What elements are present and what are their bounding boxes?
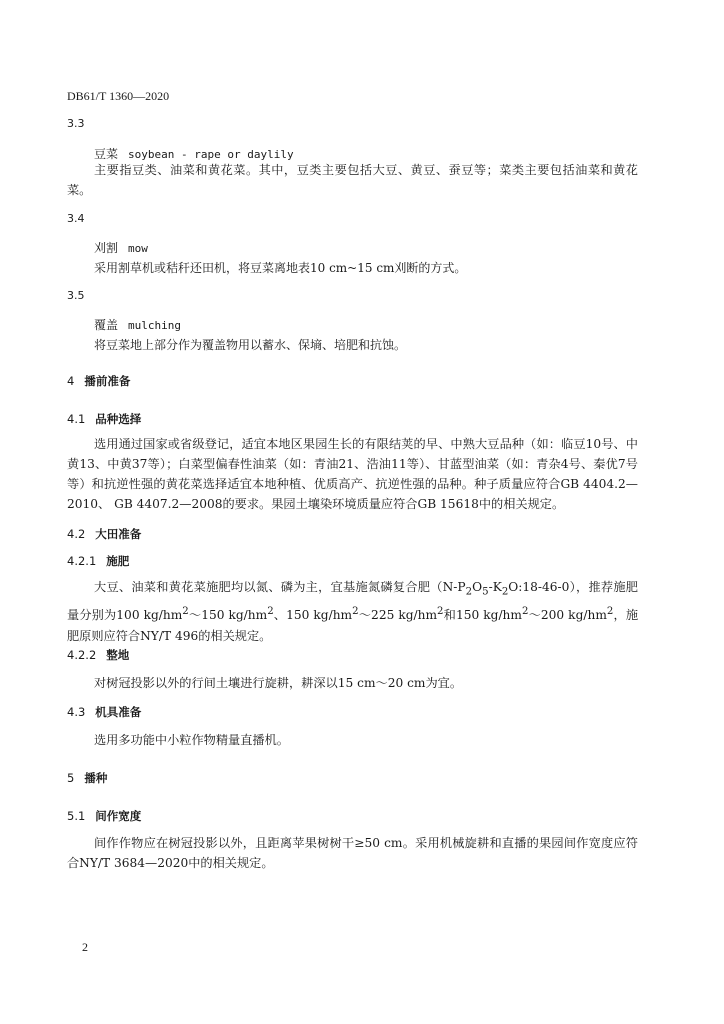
section-title: 播前准备 xyxy=(84,374,131,388)
page-number: 2 xyxy=(82,940,88,954)
section-body: 大豆、油菜和黄花菜施肥均以氮、磷为主，宜基施氮磷复合肥$(N-P_2O_5-K_2O:18-46-0)$，推荐施肥量分别为100 $kg/hm^2\sim 150$ $kg/hm^2$、150 $kg/hm^2\sim 225$ $kg/hm^2$和150 $kg/hm^2\sim 200$ $kg/hm^2$，施肥原则应符合NY/T 496的相关规定。 xyxy=(67,580,639,643)
term-heading xyxy=(94,316,181,333)
section-heading-4-3 xyxy=(67,704,141,720)
section-number: 4.1 xyxy=(67,412,86,426)
section-title: 机具准备 xyxy=(95,705,142,719)
section-heading-5-1 xyxy=(67,808,141,824)
section-title: 施肥 xyxy=(106,554,130,568)
term-english: mulching xyxy=(128,319,181,332)
term-definition: 主要指豆类、油菜和黄花菜。其中，豆类主要包括大豆、黄豆、蚕豆等；菜类主要包括油菜和黄花菜。 xyxy=(67,163,638,197)
section-number: 4.2.2 xyxy=(67,648,97,662)
section-heading-4-2-1 xyxy=(67,553,129,569)
term-chinese: 豆菜 xyxy=(94,147,119,161)
section-heading-4-2 xyxy=(67,526,141,542)
section-title: 大田准备 xyxy=(95,527,142,541)
term-number: 3.4 xyxy=(67,212,85,225)
section-body: 对树冠投影以外的行间土壤进行旋耕，耕深以15 cm～20 cm为宜。 xyxy=(94,676,463,690)
section-body: 选用多功能中小粒作物精量直播机。 xyxy=(94,733,289,747)
section-number: 4.2 xyxy=(67,527,86,541)
term-chinese: 覆盖 xyxy=(94,318,119,332)
section-number: 5.1 xyxy=(67,809,86,823)
section-number: 4 xyxy=(67,374,75,388)
term-english: mow xyxy=(128,242,148,255)
section-title: 播种 xyxy=(84,771,108,785)
term-number: 3.5 xyxy=(67,289,85,302)
section-title: 品种选择 xyxy=(95,412,142,426)
section-title: 间作宽度 xyxy=(95,809,142,823)
term-chinese: 刈割 xyxy=(94,241,119,255)
section-heading-4-2-2 xyxy=(67,647,129,663)
section-number: 5 xyxy=(67,771,75,785)
term-definition: 将豆菜地上部分作为覆盖物用以蓄水、保墒、培肥和抗蚀。 xyxy=(94,338,407,352)
section-number: 4.3 xyxy=(67,705,86,719)
section-heading-4-1 xyxy=(67,411,141,427)
section-body: 选用通过国家或省级登记，适宜本地区果园生长的有限结荚的早、中熟大豆品种（如：临豆10号、中黄13、中黄37等）；白菜型偏春性油菜（如：青油21、浩油11等）、甘蓝型油菜（如：青杂4号、秦优7号等）和抗逆性强的黄花菜选择适宜本地种植、优质高产、抗逆性强的品种。种子质量应符合GB 4404.2—2010、 GB 4407.2—2008的要求。果园土壤染环境质量应符合GB 15618中的相关规定。 xyxy=(67,437,638,511)
term-heading xyxy=(94,239,148,256)
term-number: 3.3 xyxy=(67,117,85,130)
section-body: 间作作物应在树冠投影以外，且距离苹果树树干≥50 cm。采用机械旋耕和直播的果园间作宽度应符合NY/T 3684—2020中的相关规定。 xyxy=(67,836,638,870)
section-number: 4.2.1 xyxy=(67,554,97,568)
section-title: 整地 xyxy=(106,648,130,662)
section-heading-4 xyxy=(67,373,130,389)
term-definition: 采用割草机或秸秆还田机，将豆菜离地表10 cm~15 cm刈断的方式。 xyxy=(94,261,467,275)
document-code-header: DB61/T 1360—2020 xyxy=(67,89,170,103)
term-english: soybean - rape or daylily xyxy=(128,148,294,161)
section-heading-5 xyxy=(67,770,107,786)
